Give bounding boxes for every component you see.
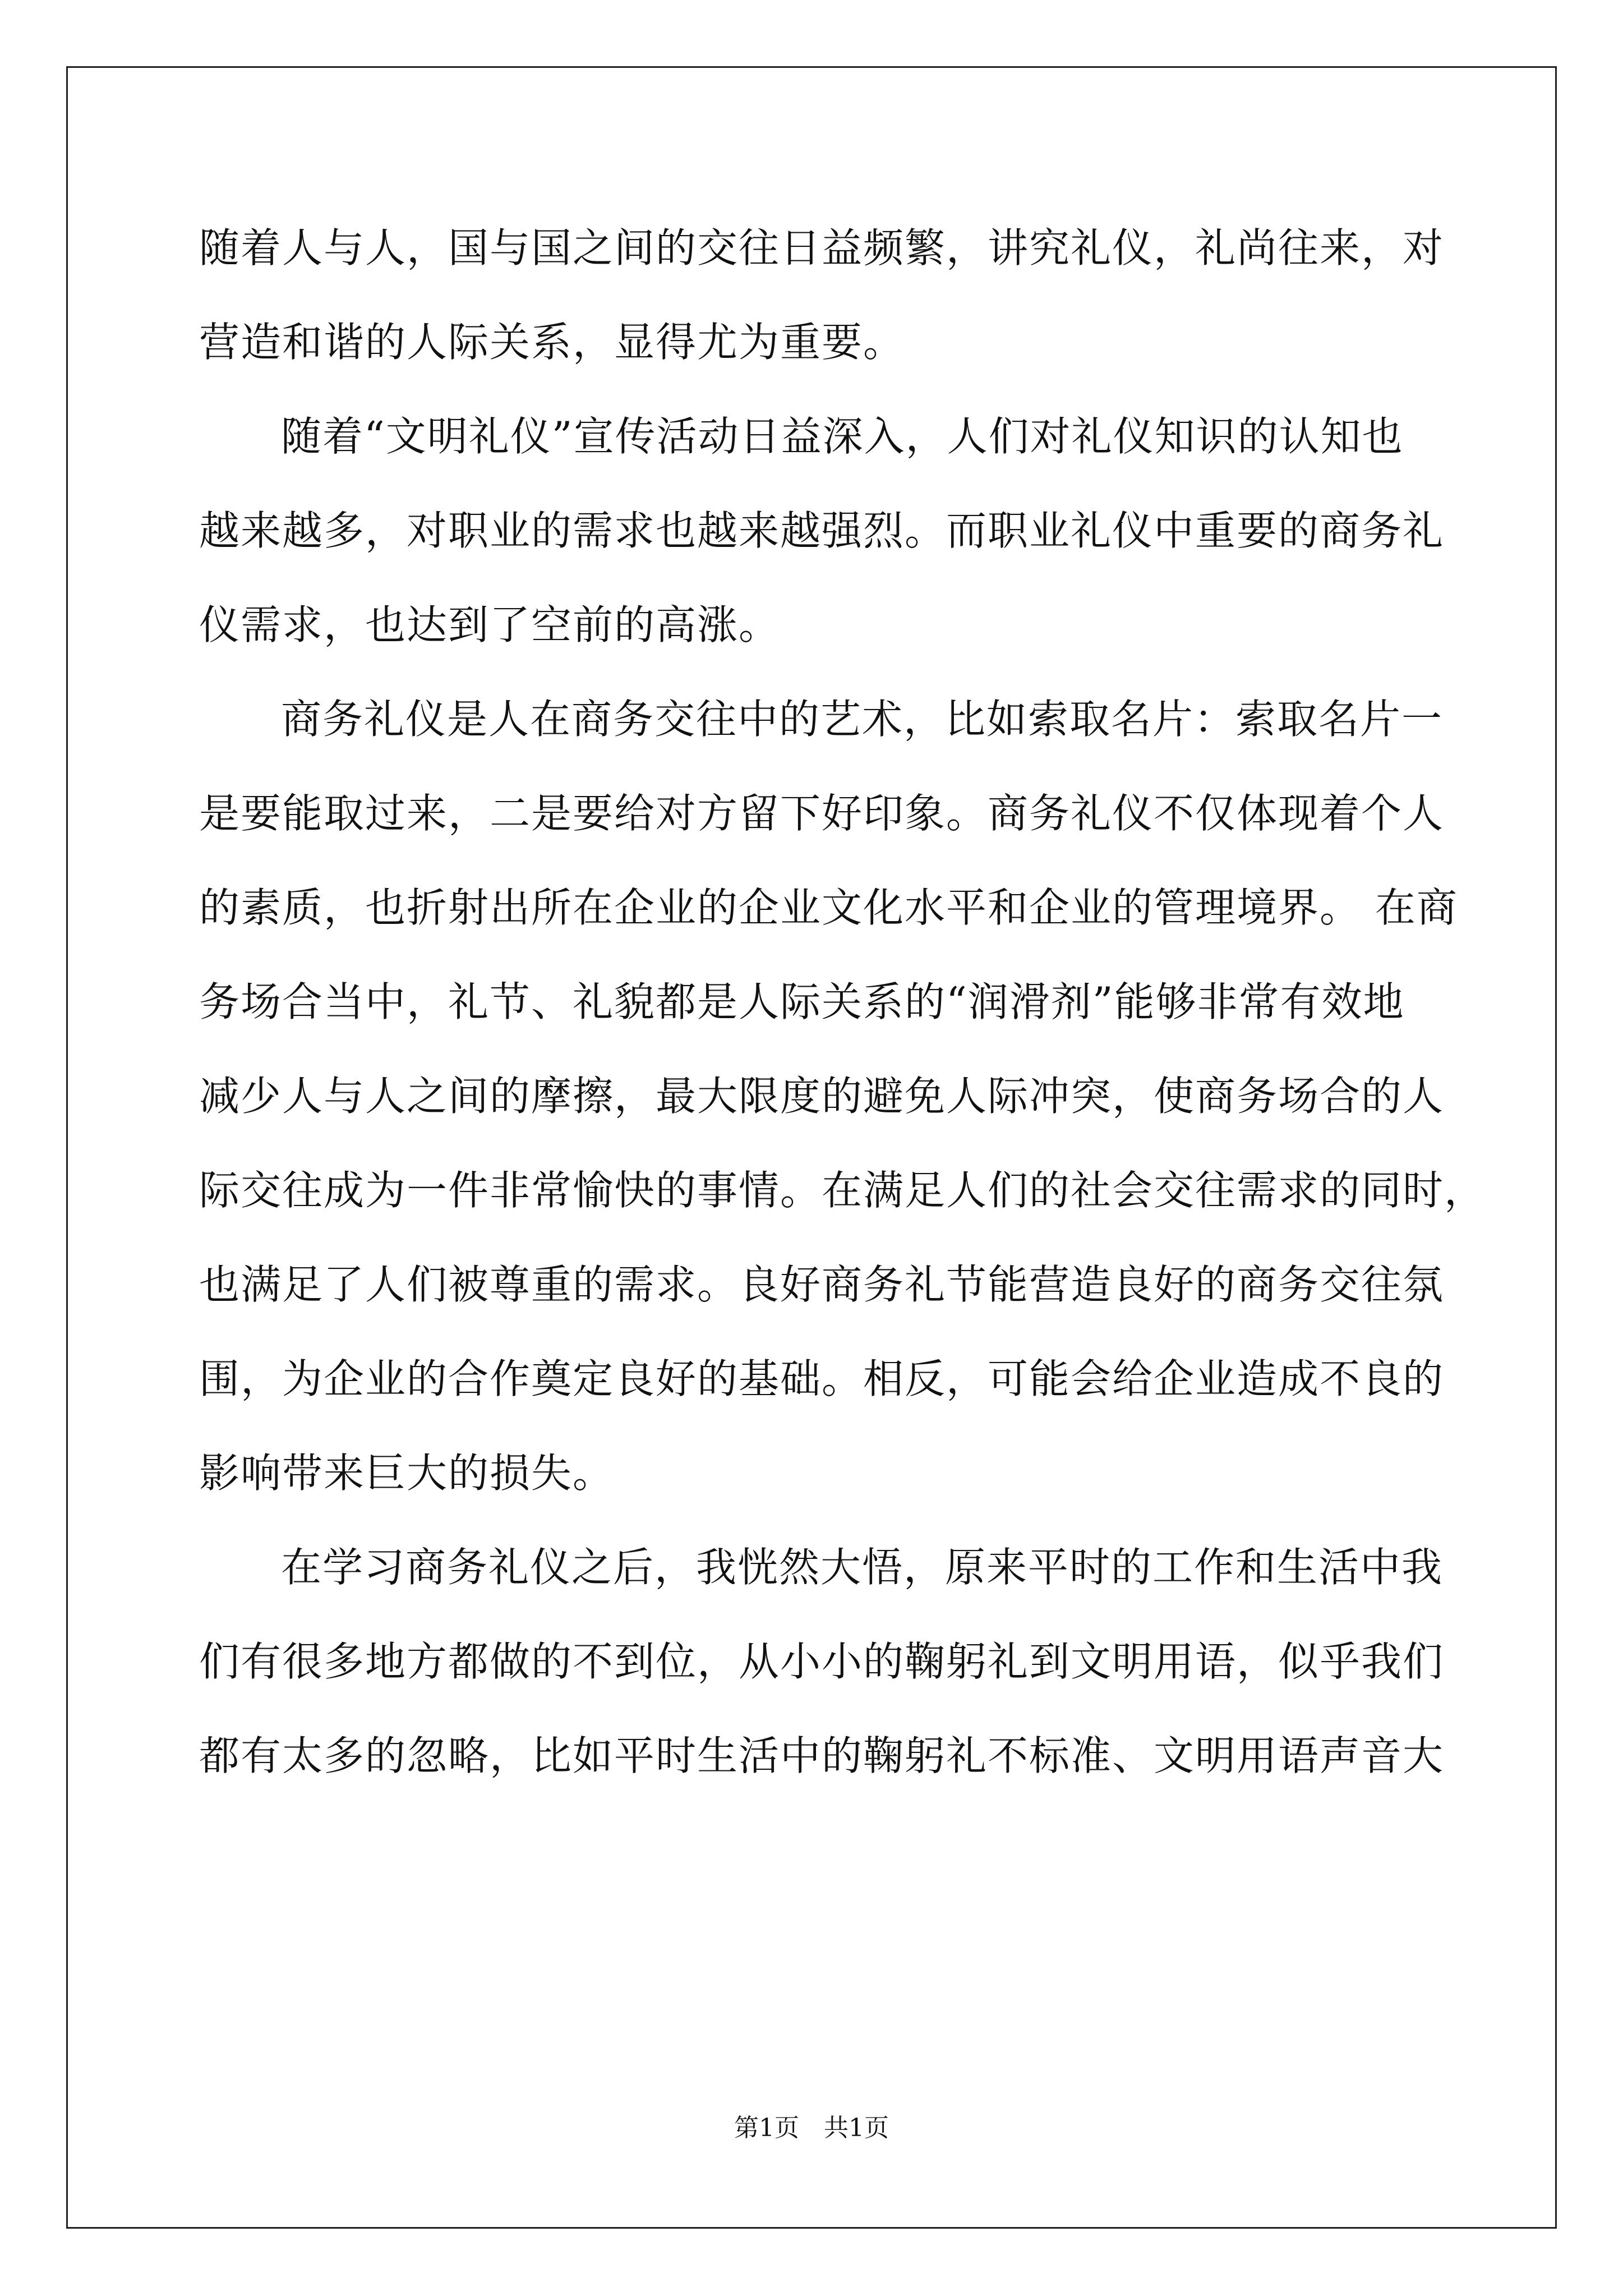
text-line: 营造和谐的人际关系，显得尤为重要。: [199, 319, 905, 366]
text-line: 的素质，也折射出所在企业的企业文化水平和企业的管理境界。 在商: [199, 884, 1458, 931]
text-line: 随着人与人，国与国之间的交往日益频繁，讲究礼仪，礼尚往来，对: [199, 224, 1445, 272]
text-line: 是要能取过来，二是要给对方留下好印象。商务礼仪不仅体现着个人: [199, 790, 1445, 837]
paragraph-start-line: 在学习商务礼仪之后，我恍然大悟，原来平时的工作和生活中我: [281, 1544, 1444, 1591]
text-line: 也满足了人们被尊重的需求。良好商务礼节能营造良好的商务交往氛: [199, 1261, 1445, 1308]
text-line: 减少人与人之间的摩擦，最大限度的避免人际冲突，使商务场合的人: [199, 1073, 1445, 1120]
text-line: 影响带来巨大的损失。: [199, 1450, 615, 1497]
text-line: 围，为企业的合作奠定良好的基础。相反，可能会给企业造成不良的: [199, 1355, 1445, 1402]
text-line: 际交往成为一件非常愉快的事情。在满足人们的社会交往需求的同时，: [199, 1167, 1486, 1214]
paragraph-start-line: 商务礼仪是人在商务交往中的艺术，比如索取名片：索取名片一: [281, 696, 1444, 743]
document-body: [199, 219, 1486, 1821]
text-line: 都有太多的忽略，比如平时生活中的鞠躬礼不标准、文明用语声音大: [199, 1732, 1445, 1779]
page-footer: 第1页 共1页: [734, 2114, 889, 2142]
text-line: 仪需求，也达到了空前的高涨。: [199, 601, 781, 648]
text-line: 们有很多地方都做的不到位，从小小的鞠躬礼到文明用语，似乎我们: [199, 1638, 1445, 1685]
text-line: 务场合当中，礼节、礼貌都是人际关系的“润滑剂”能够非常有效地: [199, 978, 1405, 1025]
paragraph-start-line: 随着“文明礼仪”宣传活动日益深入，人们对礼仪知识的认知也: [281, 413, 1404, 460]
text-line: 越来越多，对职业的需求也越来越强烈。而职业礼仪中重要的商务礼: [199, 507, 1445, 554]
